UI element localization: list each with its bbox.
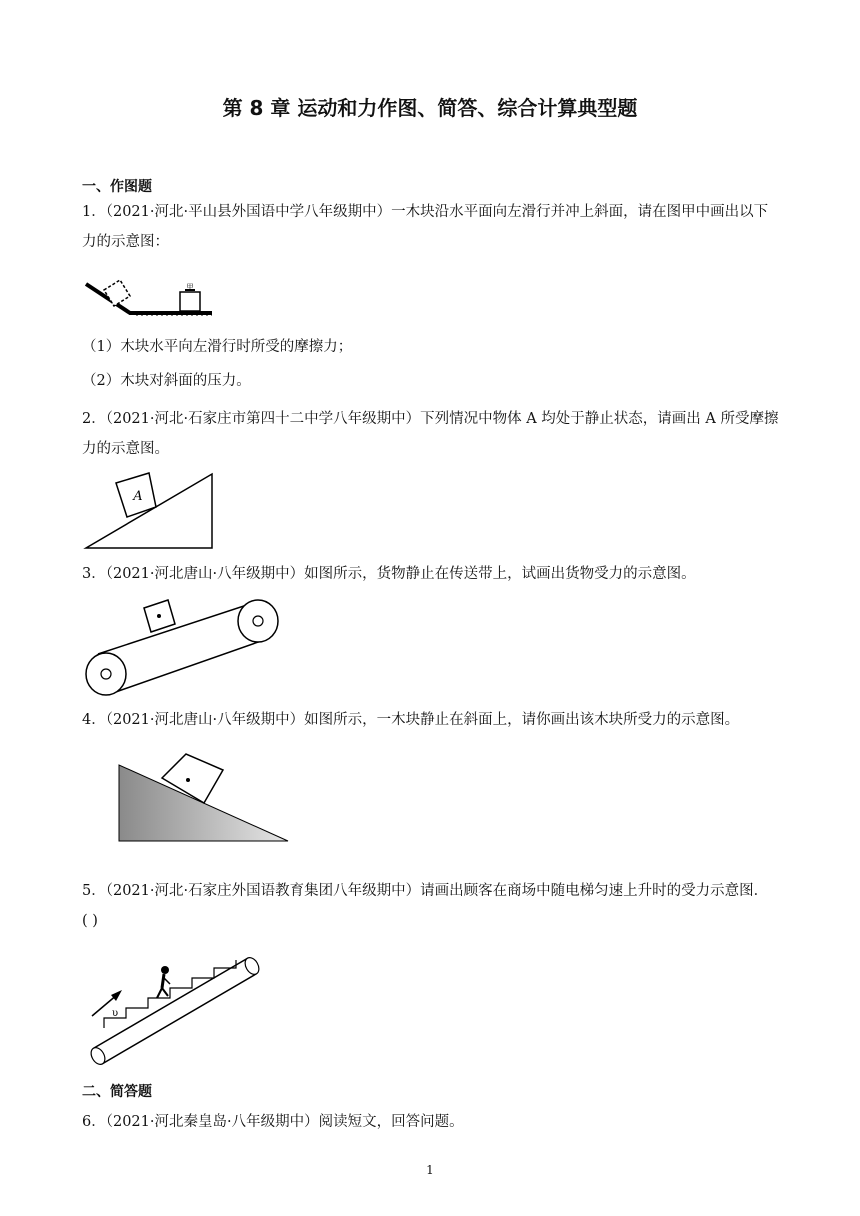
q3-figure — [82, 592, 300, 700]
velocity-label: υ — [112, 1008, 119, 1019]
block-a-label: A — [133, 489, 143, 504]
page-title: 第 8 章 运动和力作图、简答、综合计算典型题 — [222, 96, 638, 120]
question-1-sub-1: （1）木块水平向左滑行时所受的摩擦力； — [82, 339, 353, 355]
section-heading-short-answer: 二、简答题 — [82, 1084, 152, 1100]
q5-figure — [84, 950, 262, 1070]
page-number: 1 — [426, 1163, 434, 1177]
question-4-text: 4．（2021·河北唐山·八年级期中）如图所示，一木块静止在斜面上，请你画出该木块所受力的示意图。 — [82, 712, 740, 728]
block-on-ground — [180, 292, 200, 311]
question-1-sub-2: （2）木块对斜面的压力。 — [82, 373, 251, 389]
q1-figure — [84, 270, 216, 320]
section-heading-drawing: 一、作图题 — [82, 179, 152, 195]
question-1-text: 1．（2021·河北·平山县外国语中学八年级期中）一木块沿水平面向左滑行并冲上斜面，请在图甲中画出以下力的示意图： — [82, 204, 769, 250]
block-on-slope — [104, 280, 130, 306]
figure-label-jia: 甲 — [186, 283, 194, 291]
q4-figure — [116, 752, 292, 844]
question-6-text: 6．（2021·河北秦皇岛·八年级期中）阅读短文，回答问题。 — [82, 1114, 464, 1130]
question-5-text: 5．（2021·河北·石家庄外国语教育集团八年级期中）请画出顾客在商场中随电梯匀速上升时的受力示意图． — [82, 883, 769, 899]
escalator-steps — [104, 960, 236, 1028]
question-3-text: 3．（2021·河北唐山·八年级期中）如图所示，货物静止在传送带上，试画出货物受力的示意图。 — [82, 566, 696, 582]
question-2-text: 2．（2021·河北·石家庄市第四十二中学八年级期中）下列情况中物体 A 均处于静止状态，请画出 A 所受摩擦力的示意图。 — [82, 411, 779, 457]
question-5-blank: ( ) — [82, 913, 98, 929]
customer-person-icon — [157, 966, 170, 998]
conveyor-belt — [86, 600, 278, 695]
q2-figure — [82, 468, 218, 552]
